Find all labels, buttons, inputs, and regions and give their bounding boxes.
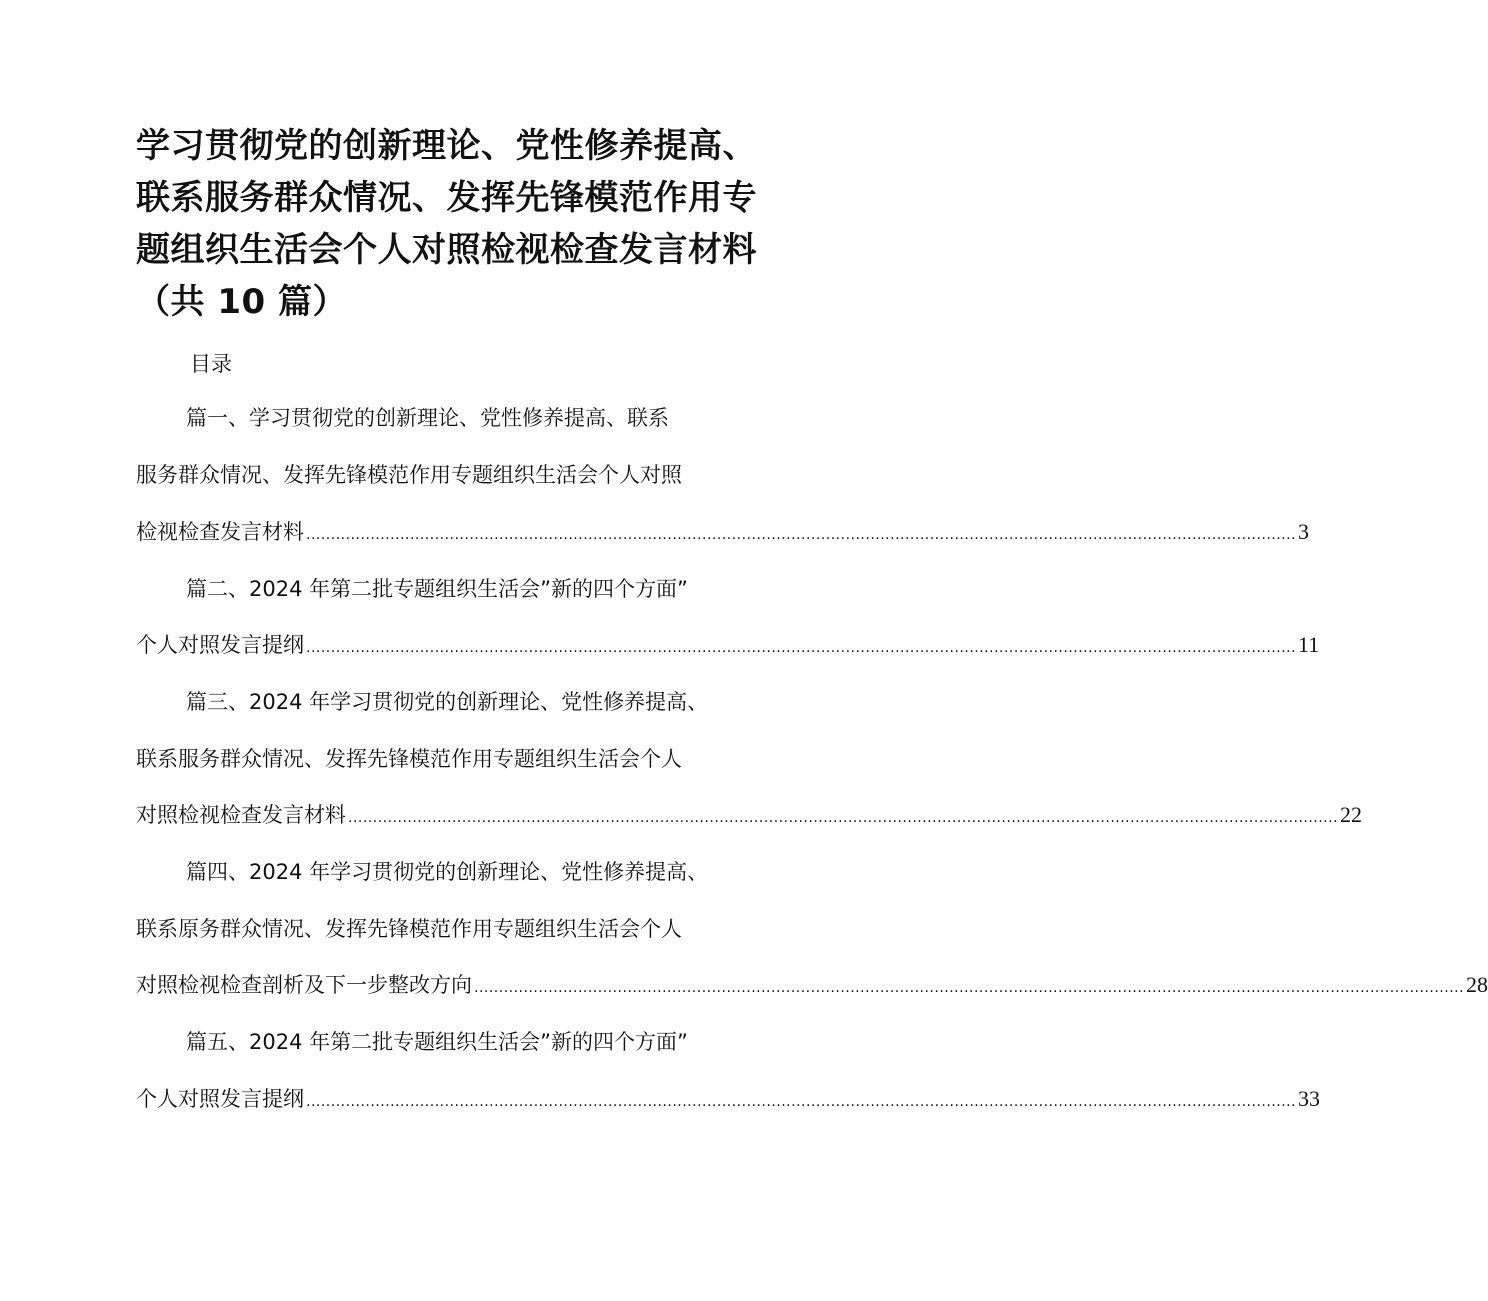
toc-entry-2-last-line[interactable] (136, 627, 1320, 666)
toc-leader-dots: ........................................................................................................................................................................................................ (348, 810, 1339, 826)
toc-entry-1-line-1: 篇一、学习贯彻党的创新理论、党性修养提高、联系 (186, 406, 669, 430)
document-title: 学习贯彻党的创新理论、党性修养提高、联系服务群众情况、发挥先锋模范作用专题组织生活会个人对照检视检查发言材料（共 10 篇） (136, 126, 757, 322)
toc-entry-2-line-1: 篇二、2024 年第二批专题组织生活会”新的四个方面” (186, 577, 688, 601)
toc-entry-4-line-2: 联系原务群众情况、发挥先锋模范作用专题组织生活会个人 (136, 917, 682, 941)
toc-leader-dots: ........................................................................................................................................................................................................ (306, 640, 1297, 656)
toc-entry-3-last-line[interactable] (136, 797, 1363, 836)
toc-entry-1-line-2: 服务群众情况、发挥先锋模范作用专题组织生活会个人对照 (136, 463, 682, 487)
toc-entry-3-page: 22 (1340, 802, 1363, 827)
toc-entry-3-text: 对照检视检查发言材料 (136, 803, 346, 827)
toc-entry-2-page: 11 (1298, 632, 1320, 657)
toc-entry-5-last-line[interactable] (136, 1081, 1321, 1120)
toc-leader-dots: ........................................................................................................................................................................................................ (474, 980, 1465, 996)
toc-leader-dots: ........................................................................................................................................................................................................ (306, 527, 1297, 543)
toc-entry-1-last-line[interactable] (136, 514, 1310, 553)
toc-entry-4-text: 对照检视检查剖析及下一步整改方向 (136, 973, 472, 997)
toc-entry-2-text: 个人对照发言提纲 (136, 633, 304, 657)
toc-entry-5-line-1: 篇五、2024 年第二批专题组织生活会”新的四个方面” (186, 1030, 688, 1054)
toc-entry-3-line-1: 篇三、2024 年学习贯彻党的创新理论、党性修养提高、 (186, 690, 709, 714)
toc-entry-4-line-1: 篇四、2024 年学习贯彻党的创新理论、党性修养提高、 (186, 860, 709, 884)
toc-entry-4-last-line[interactable] (136, 967, 1488, 1006)
toc-entry-5-page: 33 (1298, 1086, 1321, 1111)
toc-entry-5-text: 个人对照发言提纲 (136, 1087, 304, 1111)
toc-leader-dots: ........................................................................................................................................................................................................ (306, 1094, 1297, 1110)
toc-heading: 目录 (190, 352, 232, 376)
toc-entry-4-page: 28 (1466, 972, 1488, 997)
toc-entry-1-page: 3 (1298, 519, 1310, 544)
toc-entry-1-text: 检视检查发言材料 (136, 520, 304, 544)
toc-entry-3-line-2: 联系服务群众情况、发挥先锋模范作用专题组织生活会个人 (136, 747, 682, 771)
